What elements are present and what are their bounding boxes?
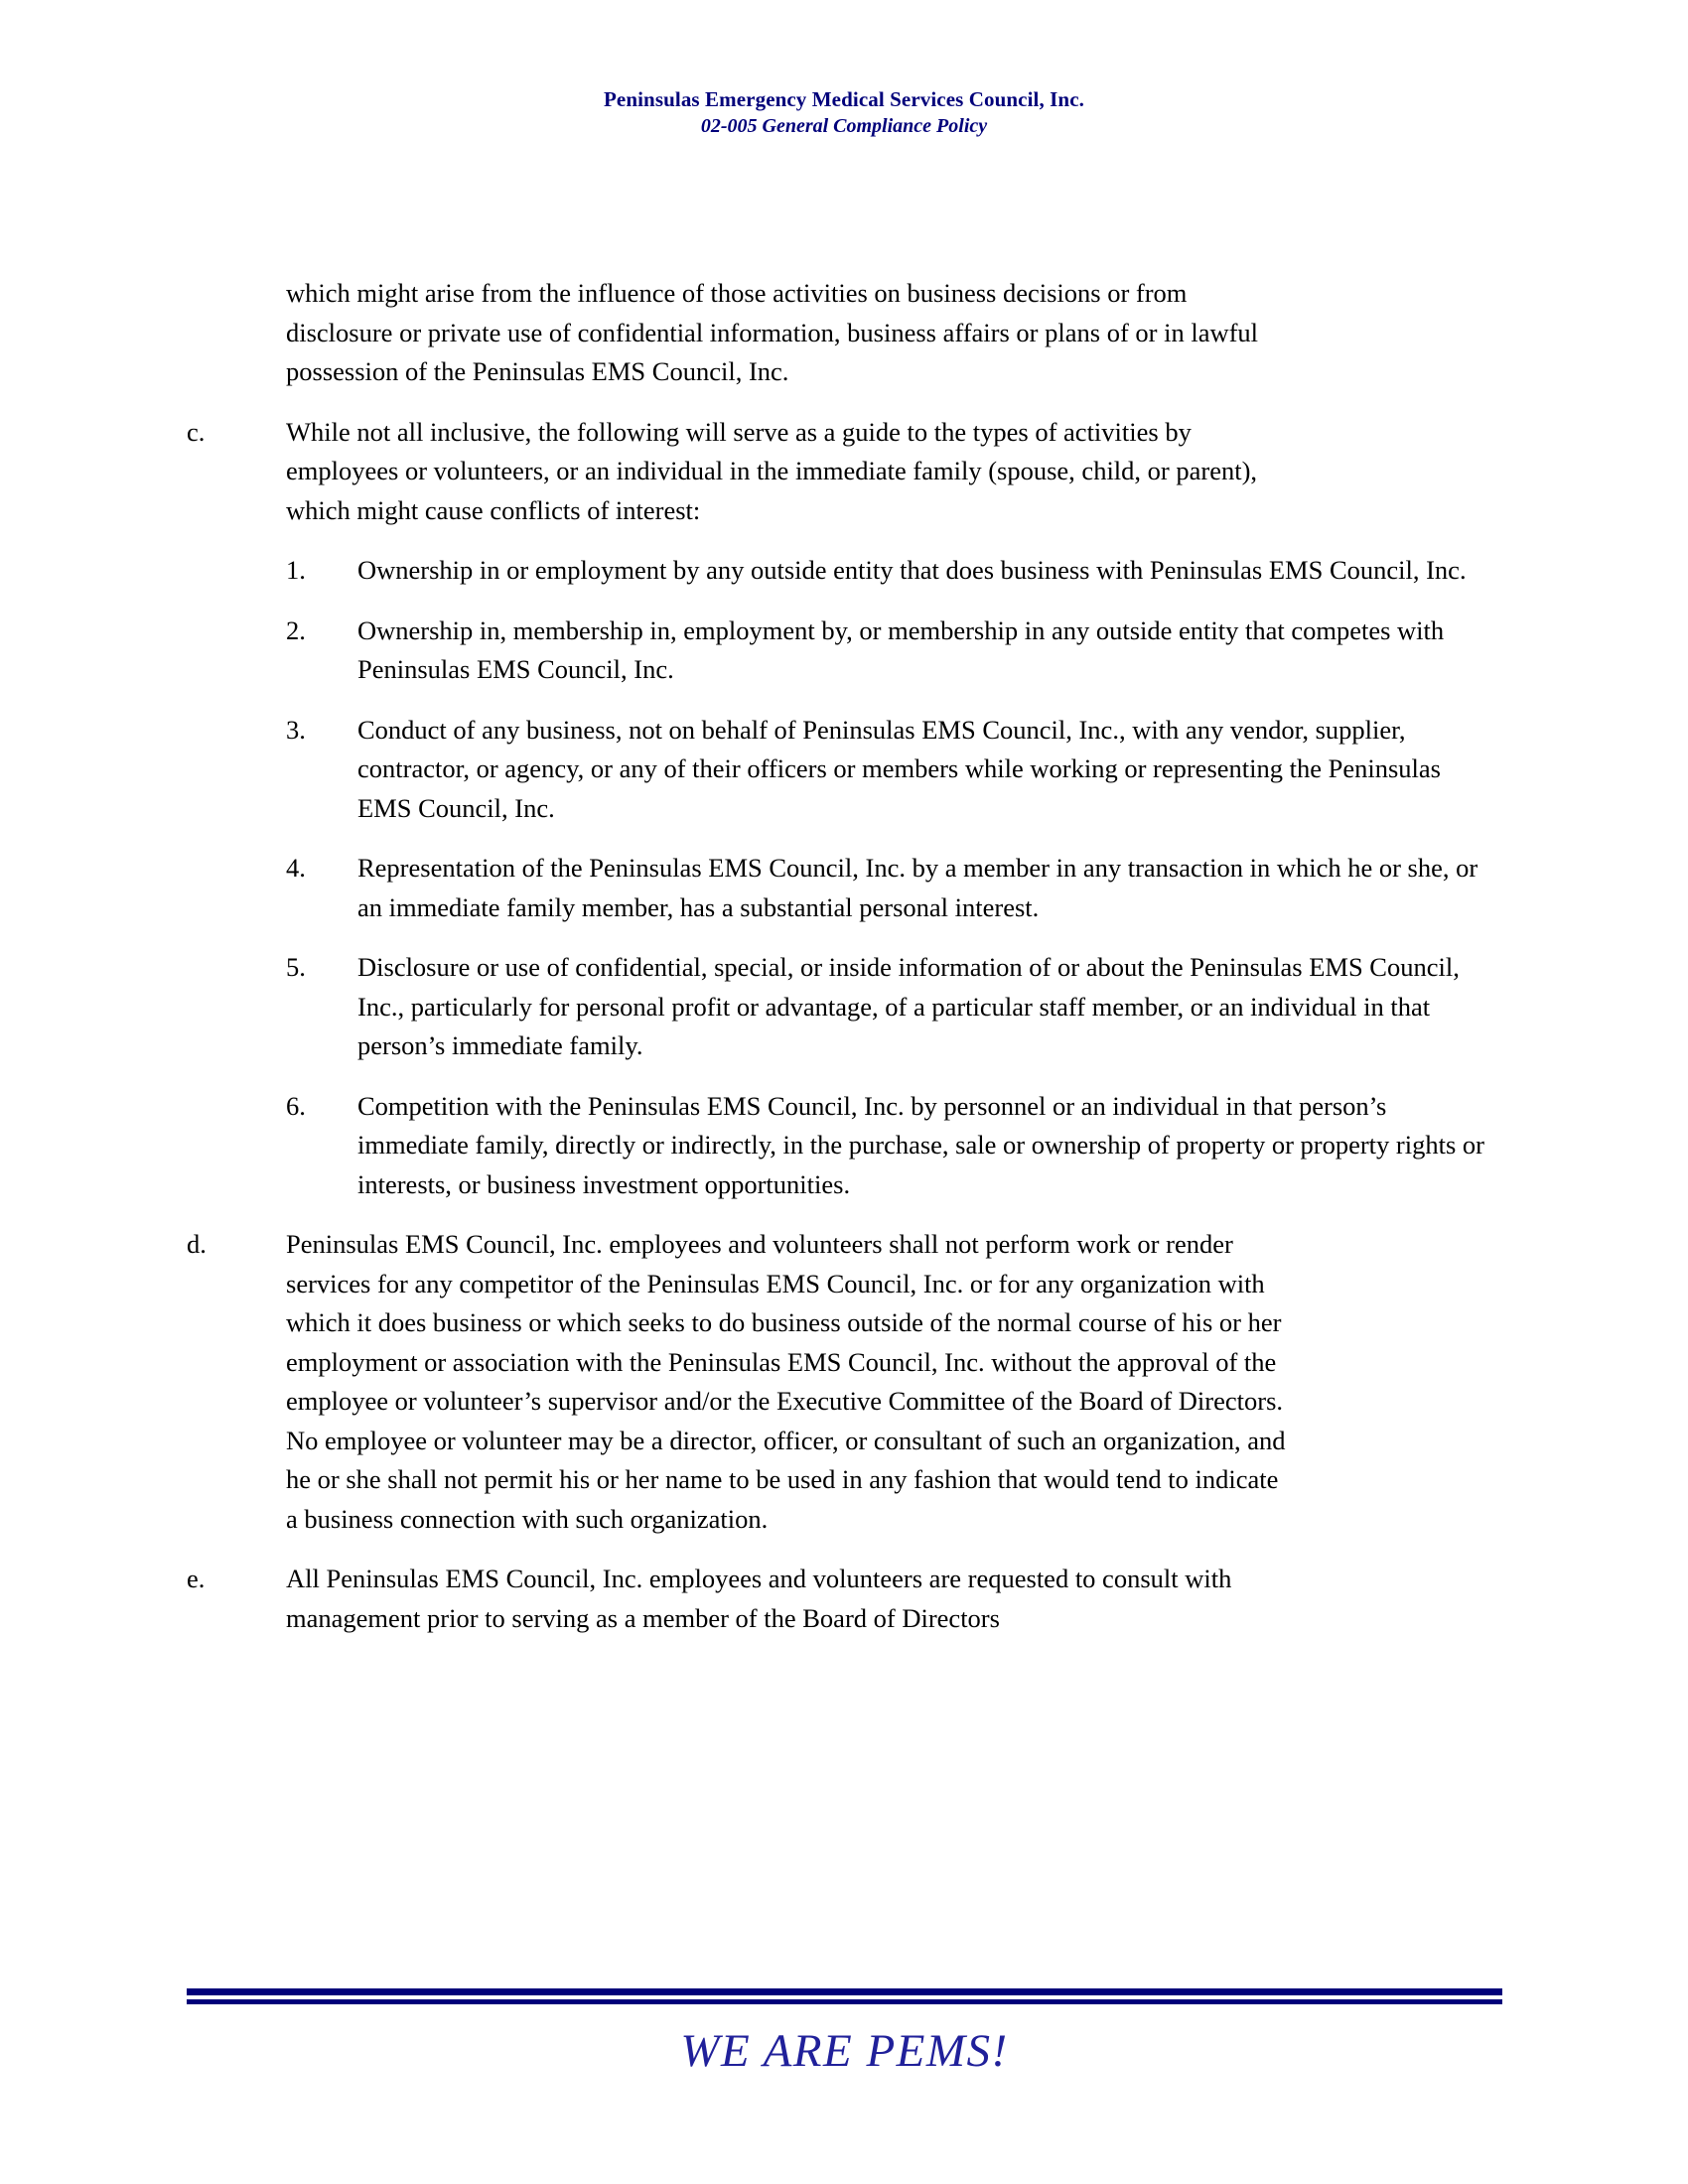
list-marker: 2. [286,614,306,645]
list-marker: 1. [286,555,306,585]
numbered-item-6 [286,1087,1502,1205]
organization-title: Peninsulas Emergency Medical Services Council, Inc. [604,87,1084,111]
paragraph-text: Disclosure or use of confidential, special, or inside information of or about the Peninsulas EMS Council, Inc., particularly for personal profit or advantage, of a particular staff member, or an individual in that person’s immediate family. [357,952,1460,1060]
footer-tagline: WE ARE PEMS! [680,2025,1009,2077]
list-marker: c. [187,416,206,447]
list-marker: e. [187,1564,206,1593]
list-marker: d. [187,1229,207,1259]
paragraph-text: Competition with the Peninsulas EMS Council, Inc. by personnel or an individual in that person’s immediate family, directly or indirectly, in the purchase, sale or ownership of property or property rights or interests, or business investment opportunities. [357,1090,1484,1199]
paragraph-text: Conduct of any business, not on behalf of Peninsulas EMS Council, Inc., with any vendor, supplier, contractor, or agency, or any of their officers or members while working or representing the Peninsulas EMS Council, Inc. [357,714,1441,823]
numbered-item-5 [286,948,1502,1066]
policy-subtitle: 02-005 General Compliance Policy [700,115,988,138]
footer-rule-thin [187,1999,1502,2004]
list-marker: 6. [286,1090,306,1121]
numbered-item-1 [286,551,1502,591]
paragraph-text: Ownership in or employment by any outside entity that does business with Peninsulas EMS Council, Inc. [357,555,1467,585]
list-marker: 5. [286,952,306,982]
list-marker: 4. [286,853,306,883]
paragraph-text: All Peninsulas EMS Council, Inc. employees and volunteers are requested to consult with management prior to serving as a member of the Board of Directors [286,1564,1232,1633]
footer-rule-thick [187,1988,1502,1995]
numbered-item-2 [286,612,1502,690]
paragraph-text: which might arise from the influence of those activities on business decisions or from disclosure or private use of confidential information, business affairs or plans of or in lawful possession of the Peninsulas EMS Council, Inc. [286,278,1259,386]
paragraph-text: Ownership in, membership in, employment by, or membership in any outside entity that competes with Peninsulas EMS Council, Inc. [357,614,1445,684]
lettered-item-c [187,413,1502,531]
lettered-item-d [187,1225,1502,1539]
continuation-paragraph [286,274,1502,392]
page-footer [187,1988,1502,2078]
numbered-item-3 [286,711,1502,829]
numbered-item-4 [286,849,1502,927]
paragraph-text: Representation of the Peninsulas EMS Council, Inc. by a member in any transaction in which he or she, or an immediate family member, has a substantial personal interest. [357,853,1478,922]
page-header [0,87,1688,138]
lettered-item-e [187,1560,1502,1638]
document-body [187,274,1502,1638]
paragraph-text: While not all inclusive, the following will serve as a guide to the types of activities by employees or volunteers, or an individual in the immediate family (spouse, child, or parent), which might cause conflicts of interest: [286,416,1258,525]
list-marker: 3. [286,714,306,745]
paragraph-text: Peninsulas EMS Council, Inc. employees and volunteers shall not perform work or render services for any competitor of the Peninsulas EMS Council, Inc. or for any organization with which it does business or which seeks to do business outside of the normal course of his or her employment or association with the Peninsulas EMS Council, Inc. without the approval of the employee or volunteer’s supervisor and/or the Executive Committee of the Board of Directors. No employee or volunteer may be a director, officer, or consultant of such an organization, and he or she shall not permit his or her name to be used in any fashion that would tend to indicate a business connection with such organization. [286,1229,1286,1534]
